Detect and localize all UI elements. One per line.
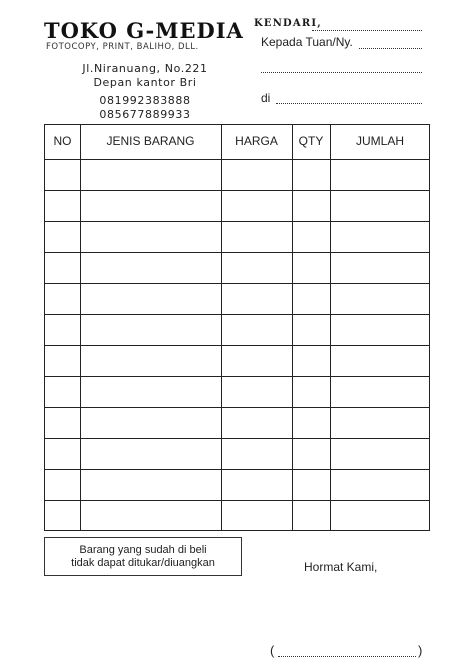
note-line-1: Barang yang sudah di beli: [79, 544, 207, 556]
table-row: [45, 438, 429, 439]
table-row: [45, 221, 429, 222]
signature-close-paren: ): [418, 643, 423, 658]
items-table: [44, 124, 430, 531]
table-row: [45, 376, 429, 377]
address-line-1: Jl.Niranuang, No.221: [82, 62, 208, 75]
recipient-dotted-line-2: [261, 72, 422, 73]
col-header-no: NO: [53, 134, 72, 148]
recipient-label: Kepada Tuan/Ny.: [261, 35, 353, 49]
table-row: [45, 252, 429, 253]
city-label: KENDARI,: [254, 18, 322, 29]
return-policy-note: [44, 537, 242, 576]
col-header-item: JENIS BARANG: [106, 134, 195, 148]
shop-name: TOKO G-MEDIA: [44, 18, 244, 43]
at-dotted-line: [276, 103, 422, 104]
table-row: [45, 500, 429, 501]
address-line-2: Depan kantor Bri: [93, 76, 197, 89]
col-header-total: JUMLAH: [355, 134, 404, 148]
note-line-2: tidak dapat ditukar/diuangkan: [71, 557, 215, 569]
date-dotted-line: [312, 30, 422, 31]
shop-services: FOTOCOPY, PRINT, BALIHO, DLL.: [46, 42, 199, 52]
signature-open-paren: (: [270, 643, 275, 658]
closing-text: Hormat Kami,: [304, 560, 378, 574]
recipient-dotted-line-1: [359, 48, 422, 49]
col-header-qty: QTY: [298, 134, 324, 148]
table-row: [45, 190, 429, 191]
header-divider: [45, 159, 429, 160]
table-row: [45, 469, 429, 470]
table-row: [45, 407, 429, 408]
signature-dotted-line: [278, 656, 416, 657]
table-row: [45, 314, 429, 315]
col-header-price: HARGA: [235, 134, 278, 148]
phone-2: 085677889933: [99, 108, 191, 121]
at-label: di: [261, 91, 271, 105]
table-row: [45, 283, 429, 284]
phone-1: 081992383888: [99, 94, 191, 107]
table-row: [45, 345, 429, 346]
